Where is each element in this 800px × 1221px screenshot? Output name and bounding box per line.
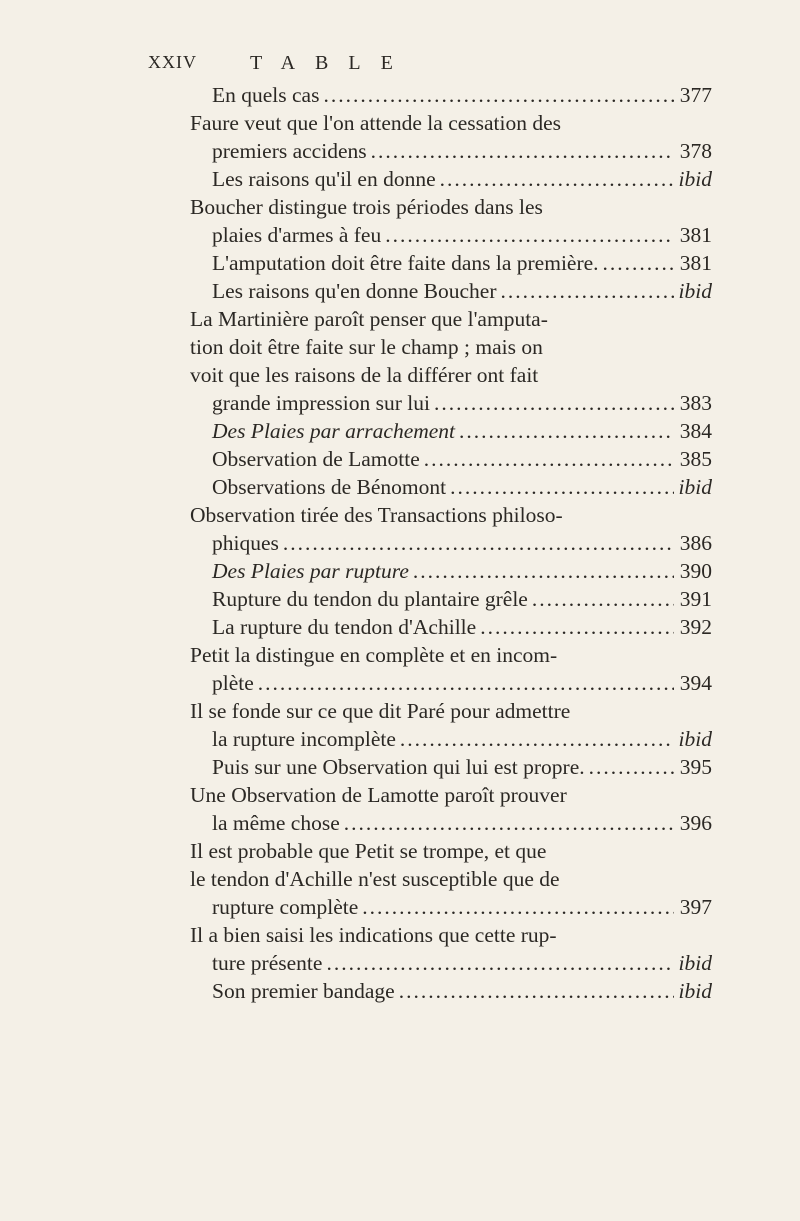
entry-page-ref: ibid	[678, 979, 712, 1003]
entry-last-line	[212, 445, 712, 473]
entry-page-ref: 394	[679, 671, 712, 695]
entry-text-line: Il a bien saisi les indications que cette rup-	[190, 923, 557, 947]
entry-text-line: premiers accidens	[212, 139, 367, 163]
entry-text-line: Les raisons qu'en donne Boucher	[212, 279, 497, 303]
dot-leader	[283, 529, 674, 557]
entry-text-line: La Martinière paroît penser que l'amputa-	[190, 307, 548, 331]
entry-last-line	[212, 529, 712, 557]
entry-page-ref: 391	[679, 587, 712, 611]
entry-text-line: Il se fonde sur ce que dit Paré pour admettre	[190, 699, 571, 723]
toc-entry	[190, 445, 712, 473]
running-header	[148, 52, 708, 80]
toc-entry	[190, 109, 712, 165]
entry-last-line	[212, 137, 712, 165]
entry-text-line: Observation de Lamotte	[212, 447, 420, 471]
entry-text-line: Il est probable que Petit se trompe, et que	[190, 839, 547, 863]
dot-leader	[362, 893, 674, 921]
toc-entry	[190, 305, 712, 417]
entry-page-ref: 381	[679, 251, 712, 275]
entry-last-line	[212, 977, 712, 1005]
entry-page-ref: ibid	[678, 167, 712, 191]
toc-entry	[190, 641, 712, 697]
dot-leader	[326, 949, 674, 977]
entry-last-line	[212, 277, 712, 305]
entry-last-line	[212, 725, 712, 753]
entry-page-ref: 383	[679, 391, 712, 415]
dot-leader	[501, 277, 675, 305]
entry-text-line: L'amputation doit être faite dans la première.	[212, 251, 599, 275]
dot-leader	[459, 417, 674, 445]
entry-text-line: Observation tirée des Transactions philoso-	[190, 503, 563, 527]
entry-last-line	[212, 417, 712, 445]
table-of-contents	[190, 81, 712, 1005]
entry-text-line: grande impression sur lui	[212, 391, 430, 415]
entry-text-line: plète	[212, 671, 254, 695]
dot-leader	[400, 725, 674, 753]
entry-last-line	[212, 81, 712, 109]
entry-page-ref: ibid	[678, 951, 712, 975]
toc-entry	[190, 473, 712, 501]
entry-page-ref: ibid	[678, 279, 712, 303]
entry-page-ref: 385	[679, 447, 712, 471]
dot-leader	[323, 81, 674, 109]
entry-last-line	[212, 613, 712, 641]
dot-leader	[371, 137, 674, 165]
page-number: XXIV	[148, 52, 197, 72]
entry-text-line: Puis sur une Observation qui lui est propre.	[212, 755, 585, 779]
entry-text-line: Des Plaies par rupture	[212, 559, 409, 583]
toc-entry	[190, 193, 712, 249]
dot-leader	[532, 585, 674, 613]
toc-entry	[190, 837, 712, 921]
toc-entry	[190, 165, 712, 193]
entry-text-line: voit que les raisons de la différer ont fait	[190, 363, 539, 387]
entry-text-line: La rupture du tendon d'Achille	[212, 615, 477, 639]
entry-page-ref: 392	[679, 615, 712, 639]
running-title: TABLE	[250, 52, 413, 74]
toc-entry	[190, 613, 712, 641]
toc-entry	[190, 585, 712, 613]
entry-last-line	[212, 809, 712, 837]
toc-entry	[190, 753, 712, 781]
dot-leader	[413, 557, 674, 585]
dot-leader	[450, 473, 674, 501]
toc-entry	[190, 277, 712, 305]
toc-entry	[190, 781, 712, 837]
entry-text-line: Les raisons qu'il en donne	[212, 167, 436, 191]
entry-last-line	[212, 473, 712, 501]
section-heading-entry	[190, 557, 712, 585]
entry-page-ref: 384	[679, 419, 712, 443]
entry-text-line: Des Plaies par arrachement	[212, 419, 456, 443]
entry-text-line: Rupture du tendon du plantaire grêle	[212, 587, 528, 611]
dot-leader	[344, 809, 674, 837]
entry-page-ref: 377	[679, 83, 712, 107]
entry-last-line	[212, 221, 712, 249]
dot-leader	[603, 249, 674, 277]
entry-page-ref: 395	[679, 755, 712, 779]
entry-page-ref: 386	[679, 531, 712, 555]
dot-leader	[440, 165, 674, 193]
entry-last-line	[212, 585, 712, 613]
entry-text-line: Observations de Bénomont	[212, 475, 447, 499]
dot-leader	[434, 389, 674, 417]
entry-text-line: Une Observation de Lamotte paroît prouver	[190, 783, 567, 807]
toc-entry	[190, 501, 712, 557]
entry-last-line	[212, 669, 712, 697]
entry-text-line: rupture complète	[212, 895, 359, 919]
entry-last-line	[212, 389, 712, 417]
toc-entry	[190, 977, 712, 1005]
toc-entry	[190, 697, 712, 753]
entry-text-line: le tendon d'Achille n'est susceptible que de	[190, 867, 560, 891]
entry-page-ref: ibid	[678, 475, 712, 499]
entry-text-line: En quels cas	[212, 83, 320, 107]
entry-page-ref: 381	[679, 223, 712, 247]
entry-page-ref: 378	[679, 139, 712, 163]
section-heading-entry	[190, 417, 712, 445]
dot-leader	[589, 753, 674, 781]
entry-text-line: tion doit être faite sur le champ ; mais on	[190, 335, 543, 359]
dot-leader	[480, 613, 674, 641]
entry-text-line: Son premier bandage	[212, 979, 395, 1003]
entry-page-ref: ibid	[678, 727, 712, 751]
entry-page-ref: 397	[679, 895, 712, 919]
entry-text-line: Petit la distingue en complète et en incom-	[190, 643, 558, 667]
entry-page-ref: 396	[679, 811, 712, 835]
entry-text-line: plaies d'armes à feu	[212, 223, 382, 247]
entry-page-ref: 390	[679, 559, 712, 583]
toc-entry	[190, 921, 712, 977]
entry-last-line	[212, 249, 712, 277]
entry-text-line: Boucher distingue trois périodes dans les	[190, 195, 543, 219]
entry-text-line: Faure veut que l'on attende la cessation des	[190, 111, 562, 135]
entry-last-line	[212, 949, 712, 977]
entry-text-line: la même chose	[212, 811, 340, 835]
toc-entry	[190, 249, 712, 277]
dot-leader	[385, 221, 674, 249]
entry-text-line: la rupture incomplète	[212, 727, 396, 751]
toc-entry	[190, 81, 712, 109]
entry-last-line	[212, 557, 712, 585]
dot-leader	[424, 445, 674, 473]
dot-leader	[399, 977, 674, 1005]
dot-leader	[258, 669, 674, 697]
entry-text-line: ture présente	[212, 951, 323, 975]
entry-text-line: phiques	[212, 531, 279, 555]
entry-last-line	[212, 893, 712, 921]
entry-last-line	[212, 753, 712, 781]
entry-last-line	[212, 165, 712, 193]
